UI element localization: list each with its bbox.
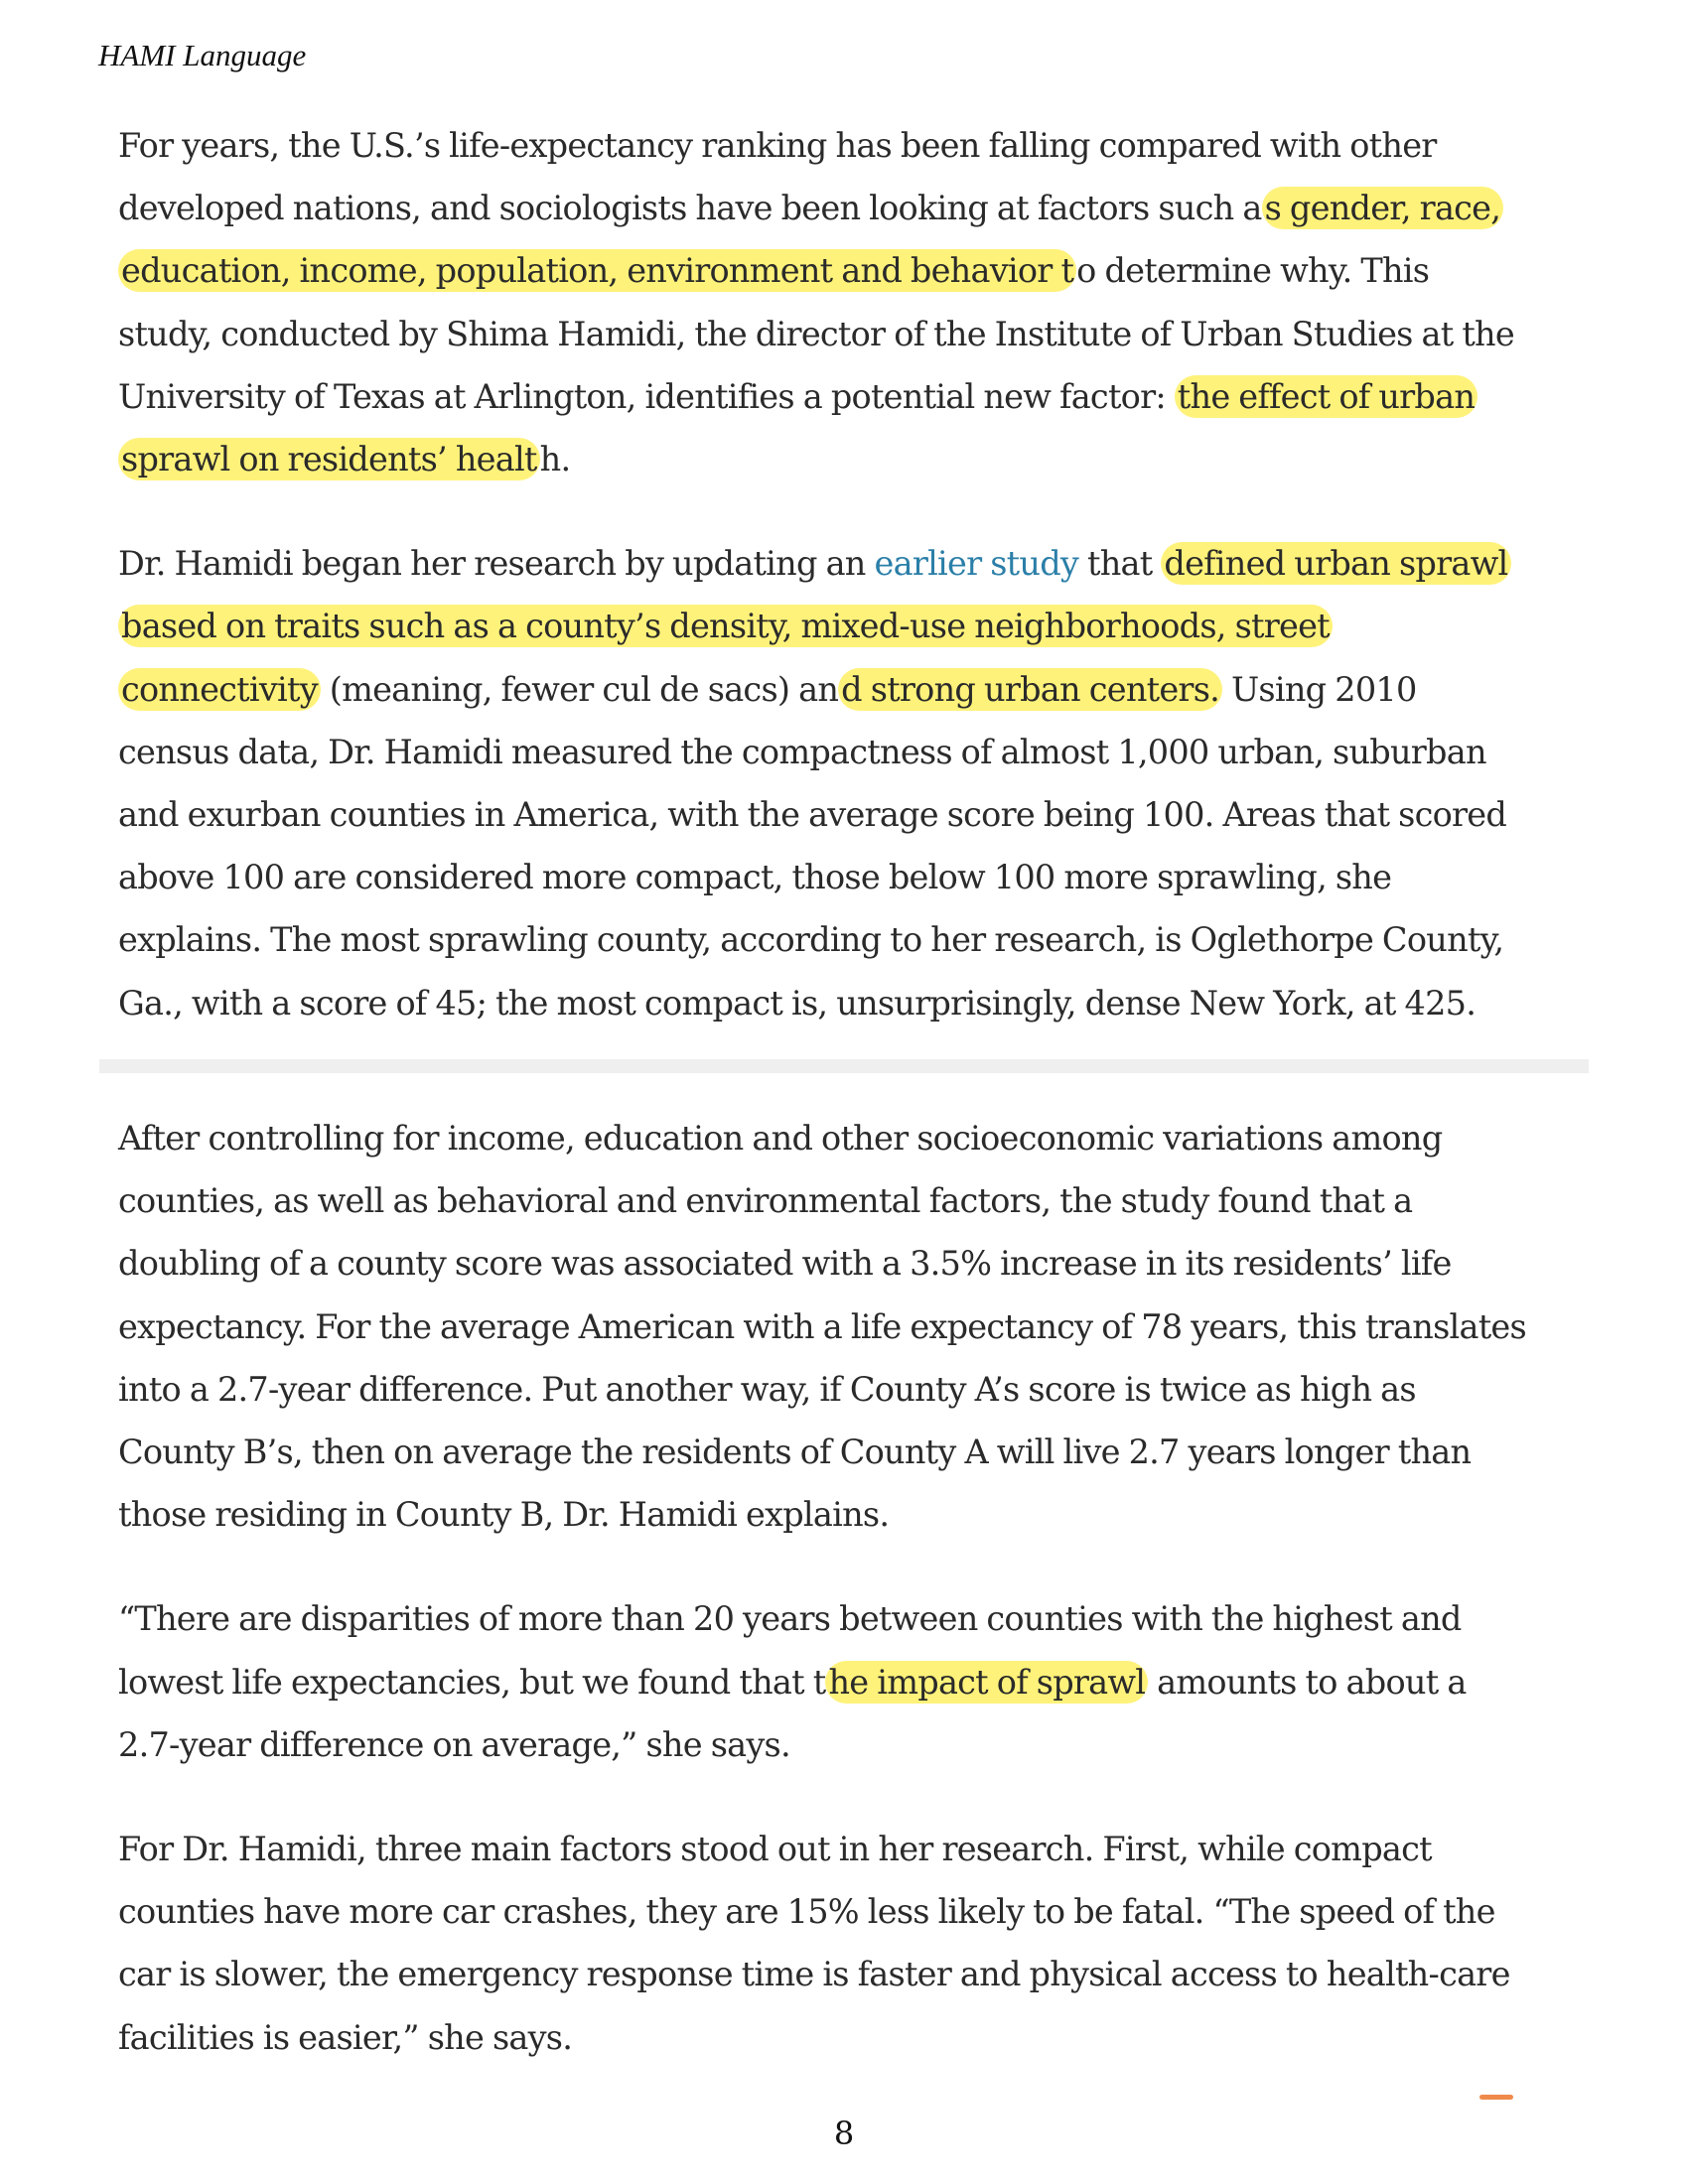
document-header-title: HAMI Language — [98, 38, 307, 72]
highlight-sprawl-traits: defined urban sprawl based on traits such as a county’s density, mixed-use neighborhoods, street connectivity — [118, 542, 1511, 710]
page-number: 8 — [833, 2115, 855, 2152]
paragraph-research-method — [118, 532, 1528, 1034]
paragraph-study-findings: After controlling for income, education and other socioeconomic variations among counties, as well as behavioral and environmental factors, the study found that a doubling of a county score was associated with a 3.5% increase in its residents’ life expectancy. For the average American with a life expectancy of 78 years, this translates into a 2.7-year difference. Put another way, if County A’s score is twice as high as County B’s, then on average the residents of County A will live 2.7 years longer than those residing in County B, Dr. Hamidi explains. — [118, 1119, 1526, 1535]
paragraph-text: o determine why. This study, conducted by Shima Hamidi, the director of the Institute of Urban Studies at the University of Texas at Arlington, identifies a potential new factor: — [118, 251, 1514, 416]
article-section-top — [118, 114, 1528, 1034]
paragraph-text: amounts to about a 2.7-year difference on average,” she says. — [118, 1662, 1467, 1764]
highlight-factors: s gender, race, education, income, population, environment and behavior t — [118, 187, 1503, 292]
highlight-urban-sprawl-effect: the effect of urban sprawl on residents’ healt — [118, 375, 1477, 480]
paragraph-text: that — [1078, 544, 1162, 584]
paragraph-three-factors: For Dr. Hamidi, three main factors stood out in her research. First, while compact counties have more car crashes, they are 15% less likely to be fatal. “The speed of the car is slower, the emergency response time is faster and physical access to health-care facilities is easier,” she says. — [118, 1830, 1510, 2057]
paragraph-text: h. — [539, 440, 571, 479]
paragraph-text: (meaning, fewer cul de sacs) an — [320, 669, 839, 709]
earlier-study-link[interactable]: earlier study — [874, 544, 1079, 584]
paragraph-life-expectancy-intro — [118, 114, 1528, 490]
section-divider — [99, 1059, 1589, 1073]
paragraph-text: Using 2010 census data, Dr. Hamidi measured the compactness of almost 1,000 urban, suburban and exurban counties in America, with the average score being 100. Areas that scored above 100 are considered more compact, those below 100 more sprawling, she explains. The most sprawling county, according to her research, is Oglethorpe County, Ga., with a score of 45; the most compact is, unsurprisingly, dense New York, at 425. — [118, 669, 1507, 1023]
paragraph-text: Dr. Hamidi began her research by updating an — [118, 544, 875, 584]
article-section-bottom — [118, 1107, 1528, 2069]
paragraph-hamidi-quote — [118, 1587, 1528, 1776]
highlight-urban-centers: d strong urban centers. — [838, 668, 1222, 711]
pen-mark — [1479, 2095, 1513, 2100]
highlight-impact-of-sprawl: he impact of sprawl — [825, 1661, 1148, 1704]
paragraph-text: “There are disparities of more than 20 years between counties with the highest and lowest life expectancies, but we found that t — [118, 1599, 1462, 1702]
paragraph-text: For years, the U.S.’s life-expectancy ranking has been falling compared with other developed nations, and sociologists have been looking at factors such a — [118, 126, 1437, 228]
